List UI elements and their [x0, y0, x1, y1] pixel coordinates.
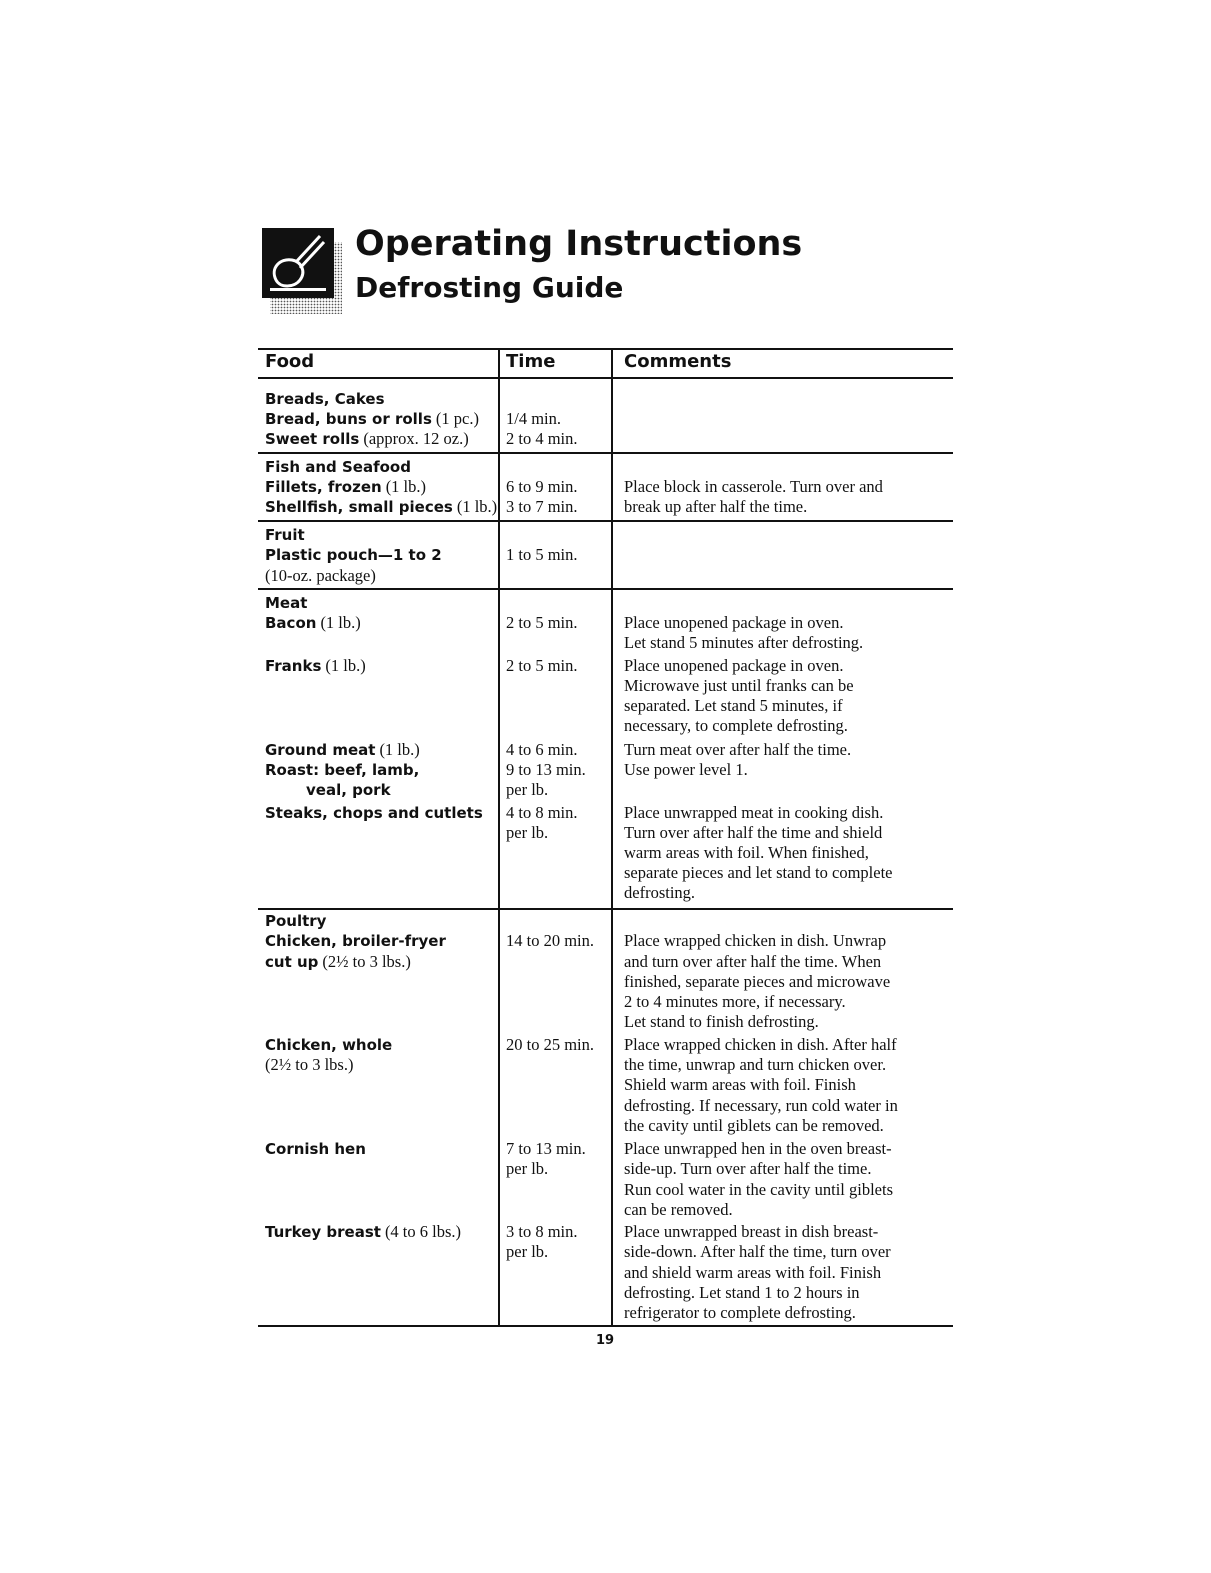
comment-line: Place wrapped chicken in dish. Unwrap	[624, 931, 887, 950]
time-value: 7 to 13 min.	[506, 1139, 586, 1158]
food-item: Plastic pouch—1 to 2	[265, 546, 442, 564]
time-value: 20 to 25 min.	[506, 1035, 595, 1054]
time-value: 6 to 9 min.	[506, 477, 578, 496]
section-heading: Poultry	[265, 912, 327, 930]
food-item: Shellfish, small pieces (1 lb.)	[265, 497, 498, 516]
comment-line: and turn over after half the time. When	[624, 952, 882, 971]
food-item: Chicken, broiler-fryer	[265, 932, 446, 950]
comment-line: defrosting.	[624, 883, 696, 902]
time-value: 9 to 13 min.	[506, 760, 586, 779]
comment-line: warm areas with foil. When finished,	[624, 843, 869, 862]
food-item: Cornish hen	[265, 1140, 366, 1158]
column-header-food: Food	[265, 351, 315, 372]
food-item: Steaks, chops and cutlets	[265, 804, 483, 822]
time-value: 14 to 20 min.	[506, 931, 595, 950]
header-bottom-rule	[258, 377, 953, 379]
comment-line: Use power level 1.	[624, 760, 748, 779]
time-unit: per lb.	[506, 823, 549, 842]
section-divider	[258, 520, 953, 522]
time-value: 3 to 7 min.	[506, 497, 578, 516]
food-item: Bread, buns or rolls (1 pc.)	[265, 409, 479, 428]
comment-line: the time, unwrap and turn chicken over.	[624, 1055, 887, 1074]
food-item-continued: veal, pork	[306, 781, 391, 799]
comment-line: Place block in casserole. Turn over and	[624, 477, 883, 496]
defrost-logo-icon	[262, 228, 342, 314]
section-heading: Meat	[265, 594, 308, 612]
page-title: Operating Instructions	[355, 224, 803, 264]
page-subtitle: Defrosting Guide	[355, 271, 624, 304]
food-item: Turkey breast (4 to 6 lbs.)	[265, 1222, 462, 1241]
food-item: Roast: beef, lamb,	[265, 761, 420, 779]
comment-line: side-up. Turn over after half the time.	[624, 1159, 872, 1178]
comment-line: side-down. After half the time, turn over	[624, 1242, 891, 1261]
time-value: 3 to 8 min.	[506, 1222, 578, 1241]
comment-line: defrosting. Let stand 1 to 2 hours in	[624, 1283, 860, 1302]
column-divider	[498, 349, 500, 1326]
section-heading: Fish and Seafood	[265, 458, 411, 476]
time-value: 4 to 6 min.	[506, 740, 578, 759]
time-value: 2 to 4 min.	[506, 429, 578, 448]
food-item: Ground meat (1 lb.)	[265, 740, 420, 759]
comment-line: Turn over after half the time and shield	[624, 823, 883, 842]
comment-line: Place unopened package in oven.	[624, 656, 844, 675]
comment-line: Place unwrapped meat in cooking dish.	[624, 803, 884, 822]
section-divider	[258, 588, 953, 590]
comment-line: refrigerator to complete defrosting.	[624, 1303, 856, 1322]
comment-line: Run cool water in the cavity until giblets	[624, 1180, 893, 1199]
food-item: Fillets, frozen (1 lb.)	[265, 477, 427, 496]
time-unit: per lb.	[506, 1242, 549, 1261]
section-divider	[258, 908, 953, 910]
comment-line: defrosting. If necessary, run cold water in	[624, 1096, 898, 1115]
food-item: Bacon (1 lb.)	[265, 613, 361, 632]
comment-line: separate pieces and let stand to complete	[624, 863, 893, 882]
comment-line: break up after half the time.	[624, 497, 808, 516]
time-value: 4 to 8 min.	[506, 803, 578, 822]
section-heading: Fruit	[265, 526, 305, 544]
comment-line: Place unwrapped hen in the oven breast-	[624, 1139, 892, 1158]
column-header-time: Time	[506, 351, 556, 372]
comment-line: Place unwrapped breast in dish breast-	[624, 1222, 879, 1241]
comment-line: Turn meat over after half the time.	[624, 740, 852, 759]
time-unit: per lb.	[506, 1159, 549, 1178]
comment-line: 2 to 4 minutes more, if necessary.	[624, 992, 846, 1011]
food-item: Franks (1 lb.)	[265, 656, 366, 675]
time-unit: per lb.	[506, 780, 549, 799]
comment-line: necessary, to complete defrosting.	[624, 716, 848, 735]
food-item: Sweet rolls (approx. 12 oz.)	[265, 429, 469, 448]
comment-line: Let stand to finish defrosting.	[624, 1012, 819, 1031]
comment-line: Let stand 5 minutes after defrosting.	[624, 633, 864, 652]
table-bottom-rule	[258, 1325, 953, 1327]
column-header-comments: Comments	[624, 351, 732, 372]
time-value: 1 to 5 min.	[506, 545, 578, 564]
time-value: 1/4 min.	[506, 409, 562, 428]
comment-line: Microwave just until franks can be	[624, 676, 854, 695]
section-heading: Breads, Cakes	[265, 390, 385, 408]
time-value: 2 to 5 min.	[506, 613, 578, 632]
comment-line: finished, separate pieces and microwave	[624, 972, 891, 991]
comment-line: separated. Let stand 5 minutes, if	[624, 696, 843, 715]
food-item-continued: cut up (2½ to 3 lbs.)	[265, 952, 411, 971]
food-item: Chicken, whole	[265, 1036, 393, 1054]
time-value: 2 to 5 min.	[506, 656, 578, 675]
food-qty: (10-oz. package)	[265, 566, 376, 585]
comment-line: the cavity until giblets can be removed.	[624, 1116, 884, 1135]
comment-line: Place wrapped chicken in dish. After half	[624, 1035, 897, 1054]
comment-line: can be removed.	[624, 1200, 733, 1219]
food-qty: (2½ to 3 lbs.)	[265, 1055, 354, 1074]
page-number: 19	[596, 1333, 615, 1348]
comment-line: Place unopened package in oven.	[624, 613, 844, 632]
comment-line: and shield warm areas with foil. Finish	[624, 1263, 882, 1282]
comment-line: Shield warm areas with foil. Finish	[624, 1075, 856, 1094]
column-divider	[611, 349, 613, 1326]
table-top-rule	[258, 348, 953, 350]
section-divider	[258, 452, 953, 454]
